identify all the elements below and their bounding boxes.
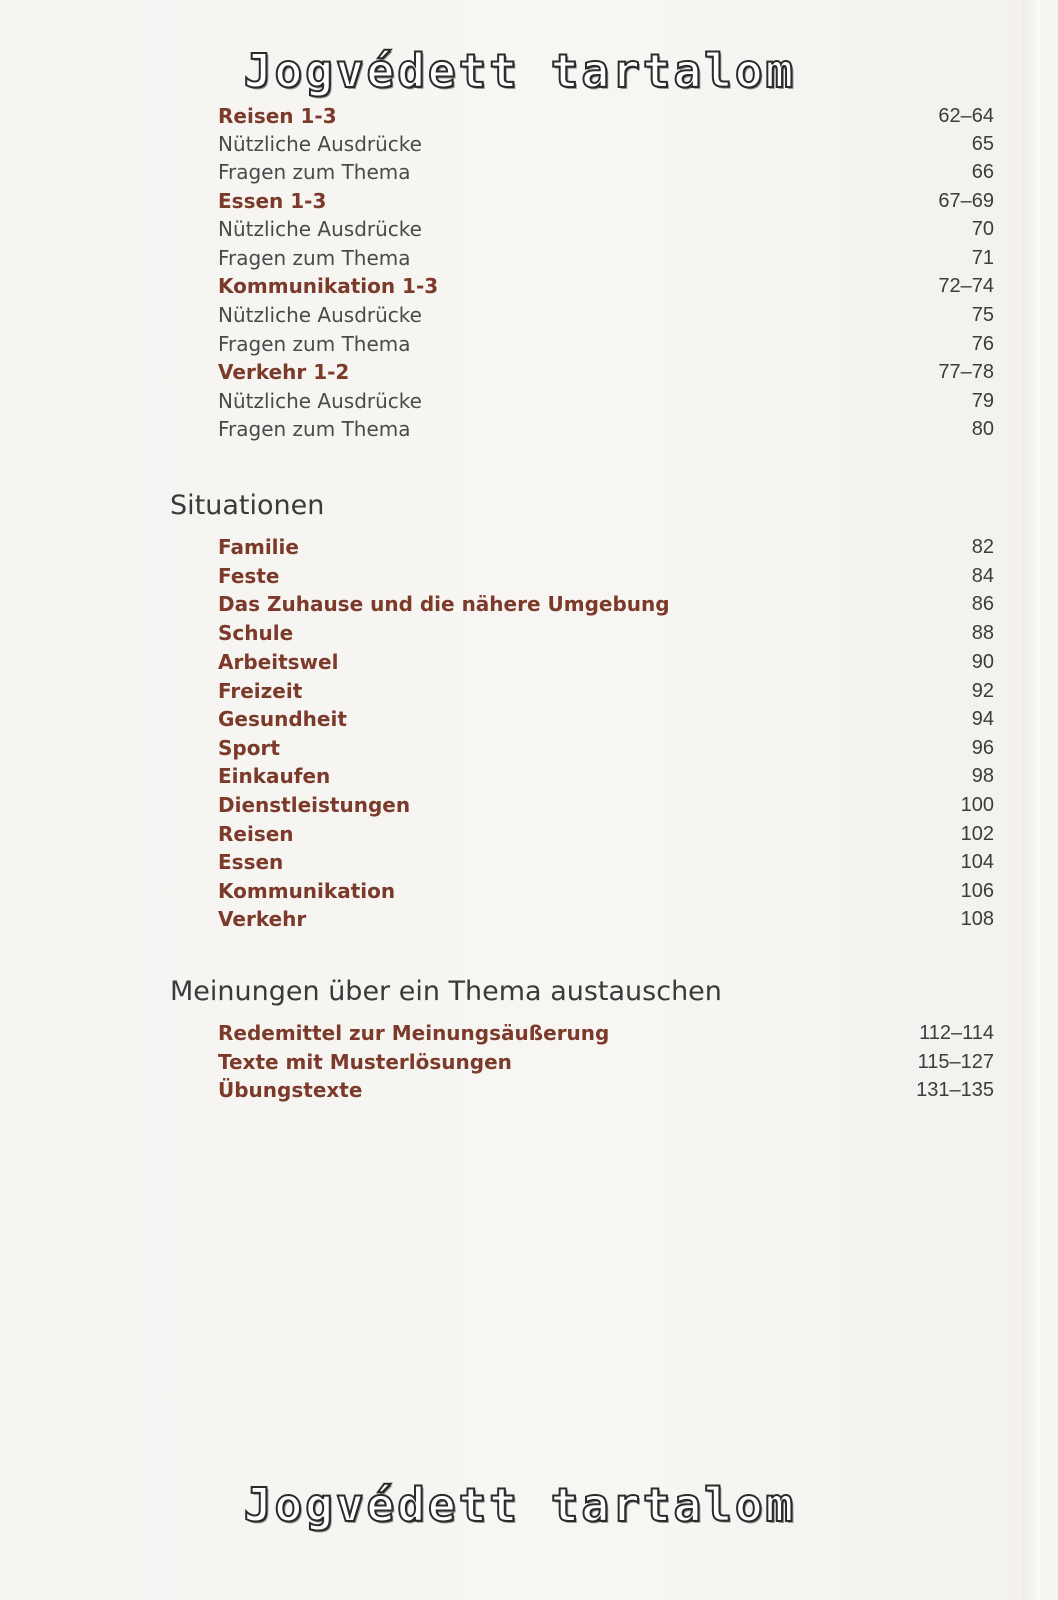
toc-entry-page: 100 — [960, 794, 994, 816]
toc-entry-label: Fragen zum Thema — [218, 246, 411, 270]
toc-entry-page: 98 — [971, 765, 994, 787]
toc-entry-label: Texte mit Musterlösungen — [218, 1050, 512, 1074]
toc-entry[interactable] — [218, 562, 994, 590]
toc-entry[interactable] — [218, 877, 994, 905]
toc-entry[interactable] — [218, 905, 994, 933]
toc-entry[interactable] — [218, 533, 994, 561]
toc-entry-page: 76 — [971, 333, 994, 355]
toc-entry[interactable] — [218, 619, 994, 647]
toc-entry-label: Nützliche Ausdrücke — [218, 389, 422, 413]
section-heading-meinungen[interactable]: Meinungen über ein Thema austauschen — [170, 976, 722, 1007]
toc-entry[interactable] — [218, 820, 994, 848]
toc-entry-label: Nützliche Ausdrücke — [218, 217, 422, 241]
toc-entry-label: Kommunikation — [218, 879, 396, 903]
toc-entry-label: Verkehr 1-2 — [218, 360, 350, 384]
toc-entry[interactable] — [218, 648, 994, 676]
toc-entry-page: 82 — [971, 536, 994, 558]
toc-entry-page: 80 — [971, 418, 994, 440]
toc-entry[interactable] — [218, 130, 994, 158]
toc-entry-page: 65 — [971, 133, 994, 155]
toc-entry-page: 84 — [971, 565, 994, 587]
toc-entry[interactable] — [218, 848, 994, 876]
page-edge — [1022, 0, 1040, 1600]
toc-entry-label: Fragen zum Thema — [218, 332, 411, 356]
toc-entry-label: Kommunikation 1-3 — [218, 274, 439, 298]
toc-entry-page: 115–127 — [917, 1051, 994, 1073]
toc-entry-page: 131–135 — [916, 1079, 994, 1101]
toc-entry-page: 112–114 — [919, 1022, 994, 1044]
toc-entry-label: Verkehr — [218, 907, 307, 931]
toc-entry-page: 92 — [971, 680, 994, 702]
toc-entry-label: Arbeitswel — [218, 650, 339, 674]
toc-entry-label: Fragen zum Thema — [218, 160, 411, 184]
toc-entry-page: 108 — [960, 908, 994, 930]
toc-entry-page: 77–78 — [938, 361, 994, 383]
toc-entry-page: 86 — [971, 593, 994, 615]
toc-entry-label: Dienstleistungen — [218, 793, 411, 817]
toc-entry-page: 102 — [960, 823, 994, 845]
toc-entry-label: Nützliche Ausdrücke — [218, 303, 422, 327]
toc-entry-label: Essen — [218, 850, 284, 874]
toc-entry[interactable] — [218, 1048, 994, 1076]
toc-entry[interactable] — [218, 301, 994, 329]
toc-entry[interactable] — [218, 358, 994, 386]
section-heading-situationen[interactable]: Situationen — [170, 490, 325, 521]
toc-entry[interactable] — [218, 1019, 994, 1047]
toc-entry-label: Nützliche Ausdrücke — [218, 132, 422, 156]
toc-entry[interactable] — [218, 590, 994, 618]
toc-entry[interactable] — [218, 762, 994, 790]
watermark-top: Jogvédett tartalom — [243, 44, 797, 98]
toc-entry-page: 72–74 — [938, 275, 994, 297]
toc-entry-label: Fragen zum Thema — [218, 417, 411, 441]
toc-entry-label: Essen 1-3 — [218, 189, 327, 213]
watermark-bottom: Jogvédett tartalom — [243, 1478, 797, 1532]
toc-entry-label: Reisen 1-3 — [218, 104, 337, 128]
toc-entry-page: 96 — [971, 737, 994, 759]
toc-entry[interactable] — [218, 272, 994, 300]
toc-entry-label: Freizeit — [218, 679, 303, 703]
toc-entry[interactable] — [218, 330, 994, 358]
toc-entry[interactable] — [218, 677, 994, 705]
toc-entry-page: 66 — [971, 161, 994, 183]
toc-entry-page: 106 — [960, 880, 994, 902]
toc-entry-label: Schule — [218, 621, 294, 645]
toc-entry-page: 71 — [971, 247, 994, 269]
toc-entry[interactable] — [218, 1076, 994, 1104]
toc-entry-label: Redemittel zur Meinungsäußerung — [218, 1021, 610, 1045]
toc-entry-label: Übungstexte — [218, 1078, 363, 1102]
toc-entry-label: Gesundheit — [218, 707, 347, 731]
toc-entry-label: Reisen — [218, 822, 294, 846]
toc-entry[interactable] — [218, 705, 994, 733]
toc-entry-page: 75 — [971, 304, 994, 326]
toc-entry[interactable] — [218, 387, 994, 415]
toc-entry-page: 62–64 — [938, 105, 994, 127]
toc-entry[interactable] — [218, 244, 994, 272]
toc-entry-label: Feste — [218, 564, 280, 588]
toc-entry-page: 79 — [971, 390, 994, 412]
toc-entry[interactable] — [218, 791, 994, 819]
toc-entry-page: 94 — [971, 708, 994, 730]
toc-entry-page: 67–69 — [938, 190, 994, 212]
toc-entry[interactable] — [218, 102, 994, 130]
toc-entry[interactable] — [218, 734, 994, 762]
toc-entry-label: Familie — [218, 535, 299, 559]
toc-entry-page: 104 — [960, 851, 994, 873]
toc-entry[interactable] — [218, 215, 994, 243]
toc-entry-label: Sport — [218, 736, 280, 760]
toc-entry-page: 88 — [971, 622, 994, 644]
toc-entry-label: Einkaufen — [218, 764, 331, 788]
toc-entry-page: 70 — [971, 218, 994, 240]
toc-entry[interactable] — [218, 187, 994, 215]
toc-entry[interactable] — [218, 415, 994, 443]
toc-entry-page: 90 — [971, 651, 994, 673]
toc-entry-label: Das Zuhause und die nähere Umgebung — [218, 592, 670, 616]
toc-entry[interactable] — [218, 158, 994, 186]
